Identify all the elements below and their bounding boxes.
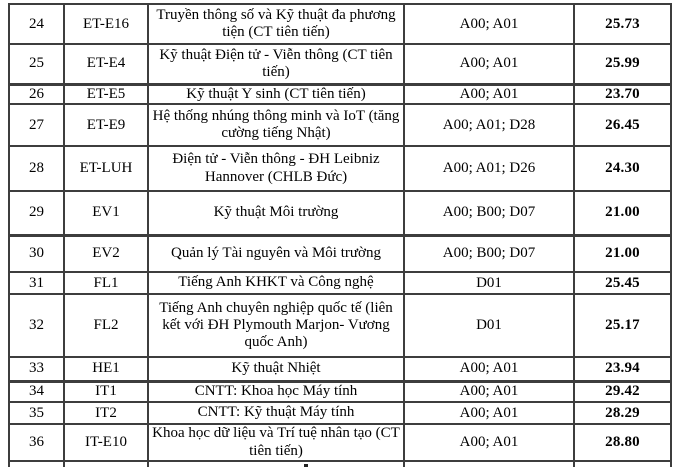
row-number-cell: 29 xyxy=(9,191,64,235)
score-cell: 21.00 xyxy=(574,191,671,235)
row-number-cell xyxy=(9,461,64,467)
exam-combination-cell xyxy=(404,461,574,467)
row-number-cell: 32 xyxy=(9,294,64,357)
table-row xyxy=(9,294,671,357)
table-row xyxy=(9,84,671,104)
row-number-cell: 31 xyxy=(9,272,64,294)
exam-combination-cell: D01 xyxy=(404,294,574,357)
table-row xyxy=(9,272,671,294)
program-code-cell: ET-E16 xyxy=(64,4,148,44)
admission-scores-table xyxy=(8,3,672,467)
table-row xyxy=(9,424,671,461)
program-name-cell: CNTT: Khoa học Máy tính xyxy=(148,381,404,402)
program-code-cell: EV1 xyxy=(64,191,148,235)
exam-combination-cell: A00; B00; D07 xyxy=(404,191,574,235)
table-row xyxy=(9,191,671,235)
cut-off-text-fragment xyxy=(304,464,308,467)
table-row xyxy=(9,235,671,272)
score-cell: 25.73 xyxy=(574,4,671,44)
table-row xyxy=(9,381,671,402)
score-cell: 25.45 xyxy=(574,272,671,294)
program-code-cell: ET-E9 xyxy=(64,104,148,146)
program-name-cell: Kỹ thuật Môi trường xyxy=(148,191,404,235)
program-name-cell: Kỹ thuật Y sinh (CT tiên tiến) xyxy=(148,84,404,104)
program-code-cell: HE1 xyxy=(64,357,148,381)
table-row xyxy=(9,357,671,381)
score-cell xyxy=(574,461,671,467)
table-row xyxy=(9,146,671,191)
score-cell: 23.70 xyxy=(574,84,671,104)
program-name-cell: Truyền thông số và Kỹ thuật đa phương tiện (CT tiên tiến) xyxy=(148,4,404,44)
program-code-cell: IT1 xyxy=(64,381,148,402)
row-number-cell: 26 xyxy=(9,84,64,104)
score-cell: 29.42 xyxy=(574,381,671,402)
score-cell: 25.99 xyxy=(574,44,671,84)
program-code-cell xyxy=(64,461,148,467)
row-number-cell: 34 xyxy=(9,381,64,402)
program-name-cell: CNTT: Kỹ thuật Máy tính xyxy=(148,402,404,424)
table-row xyxy=(9,104,671,146)
program-name-cell: Điện tử - Viễn thông - ĐH Leibniz Hannover (CHLB Đức) xyxy=(148,146,404,191)
program-name-cell: Khoa học dữ liệu và Trí tuệ nhân tạo (CT tiên tiến) xyxy=(148,424,404,461)
exam-combination-cell: A00; B00; D07 xyxy=(404,235,574,272)
program-name-cell: Tiếng Anh KHKT và Công nghệ xyxy=(148,272,404,294)
table-row xyxy=(9,44,671,84)
exam-combination-cell: A00; A01; D28 xyxy=(404,104,574,146)
row-number-cell: 28 xyxy=(9,146,64,191)
row-number-cell: 33 xyxy=(9,357,64,381)
program-code-cell: EV2 xyxy=(64,235,148,272)
program-name-cell: Tiếng Anh chuyên nghiệp quốc tế (liên kết với ĐH Plymouth Marjon- Vương quốc Anh) xyxy=(148,294,404,357)
row-number-cell: 25 xyxy=(9,44,64,84)
score-cell: 26.45 xyxy=(574,104,671,146)
exam-combination-cell: A00; A01 xyxy=(404,402,574,424)
row-number-cell: 24 xyxy=(9,4,64,44)
program-code-cell: ET-E5 xyxy=(64,84,148,104)
exam-combination-cell: A00; A01; D26 xyxy=(404,146,574,191)
program-code-cell: FL2 xyxy=(64,294,148,357)
row-number-cell: 36 xyxy=(9,424,64,461)
program-name-cell: Hệ thống nhúng thông minh và IoT (tăng cường tiếng Nhật) xyxy=(148,104,404,146)
row-number-cell: 27 xyxy=(9,104,64,146)
exam-combination-cell: D01 xyxy=(404,272,574,294)
score-cell: 23.94 xyxy=(574,357,671,381)
score-cell: 28.80 xyxy=(574,424,671,461)
table-row-partial xyxy=(9,461,671,467)
score-cell: 21.00 xyxy=(574,235,671,272)
score-cell: 25.17 xyxy=(574,294,671,357)
program-name-cell: Kỹ thuật Nhiệt xyxy=(148,357,404,381)
exam-combination-cell: A00; A01 xyxy=(404,357,574,381)
program-code-cell: ET-E4 xyxy=(64,44,148,84)
program-code-cell: IT2 xyxy=(64,402,148,424)
program-name-cell: Kỹ thuật Điện tử - Viễn thông (CT tiên tiến) xyxy=(148,44,404,84)
program-code-cell: IT-E10 xyxy=(64,424,148,461)
score-cell: 28.29 xyxy=(574,402,671,424)
exam-combination-cell: A00; A01 xyxy=(404,44,574,84)
score-cell: 24.30 xyxy=(574,146,671,191)
row-number-cell: 30 xyxy=(9,235,64,272)
exam-combination-cell: A00; A01 xyxy=(404,4,574,44)
program-name-cell xyxy=(148,461,404,467)
exam-combination-cell: A00; A01 xyxy=(404,381,574,402)
exam-combination-cell: A00; A01 xyxy=(404,424,574,461)
row-number-cell: 35 xyxy=(9,402,64,424)
exam-combination-cell: A00; A01 xyxy=(404,84,574,104)
program-name-cell: Quản lý Tài nguyên và Môi trường xyxy=(148,235,404,272)
table-row xyxy=(9,402,671,424)
table-row xyxy=(9,4,671,44)
program-code-cell: ET-LUH xyxy=(64,146,148,191)
program-code-cell: FL1 xyxy=(64,272,148,294)
